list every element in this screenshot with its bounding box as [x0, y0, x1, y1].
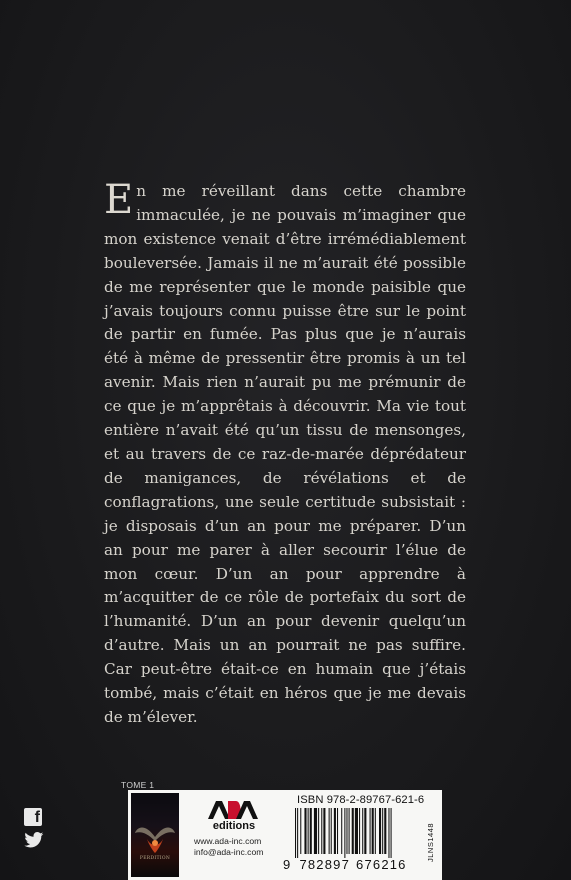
publisher-email[interactable]: info@ada-inc.com: [194, 847, 264, 857]
facebook-icon[interactable]: f: [24, 808, 42, 826]
barcode-bar: [308, 808, 309, 854]
barcode-bar: [391, 808, 392, 858]
isbn-label: ISBN 978-2-89767-621-6: [297, 794, 425, 806]
barcode-bar: [344, 808, 345, 858]
barcode-bar: [304, 808, 306, 854]
barcode-bar: [382, 808, 383, 854]
barcode-bar: [321, 808, 322, 854]
side-code: JLNS1448: [426, 822, 435, 862]
barcode-bar: [331, 808, 332, 854]
isbn-digits: [283, 857, 433, 872]
thumbnail-title: PERDITION: [139, 856, 171, 861]
barcode-bar: [384, 808, 386, 854]
barcode-bar: [355, 808, 358, 854]
social-links: [24, 808, 46, 853]
wing-emblem-icon: [131, 793, 179, 877]
barcode-bar: [362, 808, 363, 854]
barcode-bar: [341, 808, 342, 854]
isbn-lead-digit: 9: [283, 857, 292, 872]
drop-cap: E: [104, 177, 134, 223]
barcode-bar: [346, 808, 347, 854]
barcode-bar: [295, 808, 296, 858]
barcode-bar: [323, 808, 325, 854]
barcode-bar: [314, 808, 317, 854]
barcode-bar: [388, 808, 389, 858]
barcode-bar: [318, 808, 319, 854]
barcode-bar: [375, 808, 376, 854]
barcode-bar: [310, 808, 312, 854]
front-cover-thumbnail: [131, 793, 179, 877]
barcode-bar: [364, 808, 366, 854]
barcode-bar: [334, 808, 336, 854]
barcode-bar: [337, 808, 338, 854]
barcode-bar: [359, 808, 360, 854]
isbn-barcode: [293, 808, 423, 858]
barcode-bar: [370, 808, 371, 854]
barcode-bar: [329, 808, 330, 854]
twitter-icon[interactable]: [24, 832, 44, 848]
publisher-website[interactable]: www.ada-inc.com: [194, 836, 262, 846]
barcode-bar: [352, 808, 354, 854]
barcode-bar: [300, 808, 301, 854]
editions-label: editions: [212, 820, 256, 832]
barcode-bar: [297, 808, 298, 858]
blurb-text: n me réveillant dans cette chambre immaculée, je ne pouvais m’imaginer que mon existence venait d’être irrémédiablement bouleversée. Jamais il ne m’aurait été possible de me représenter que le monde paisible que j’avais toujours connu puisse être sur le point de partir en fumée. Pas plus que je n’aurais été à même de pressentir être promis à un tel avenir. Mais rien n’aurait pu me prémunir de ce que je m’apprêtais à découvrir. Ma vie tout entière n’avait été qu’un tissu de mensonges, et au travers de ce raz-de-marée déprédateur de manigances, de révélations et de conflagrations, une seule certitude subsistait : je disposais d’un an pour me préparer. D’un an pour me parer à aller secourir l’élue de mon cœur. D’un an pour apprendre à m’acquitter de ce rôle de portefaix du sort de l’humanité. D’un an pour devenir quelqu’un d’autre. Mais un an pourrait ne pas suffire. Car peut-être était-ce en humain que j’étais tombé, mais c’était en héros que je me devais de m’élever.: [104, 182, 466, 726]
tome-label: TOME 1: [121, 780, 155, 790]
isbn-digit-group-2: 676216: [356, 857, 407, 872]
barcode-bar: [349, 808, 350, 854]
isbn-digit-group-1: 782897: [299, 857, 351, 872]
barcode-bar: [372, 808, 374, 854]
barcode-bar: [379, 808, 381, 854]
back-cover-blurb: [104, 177, 466, 730]
